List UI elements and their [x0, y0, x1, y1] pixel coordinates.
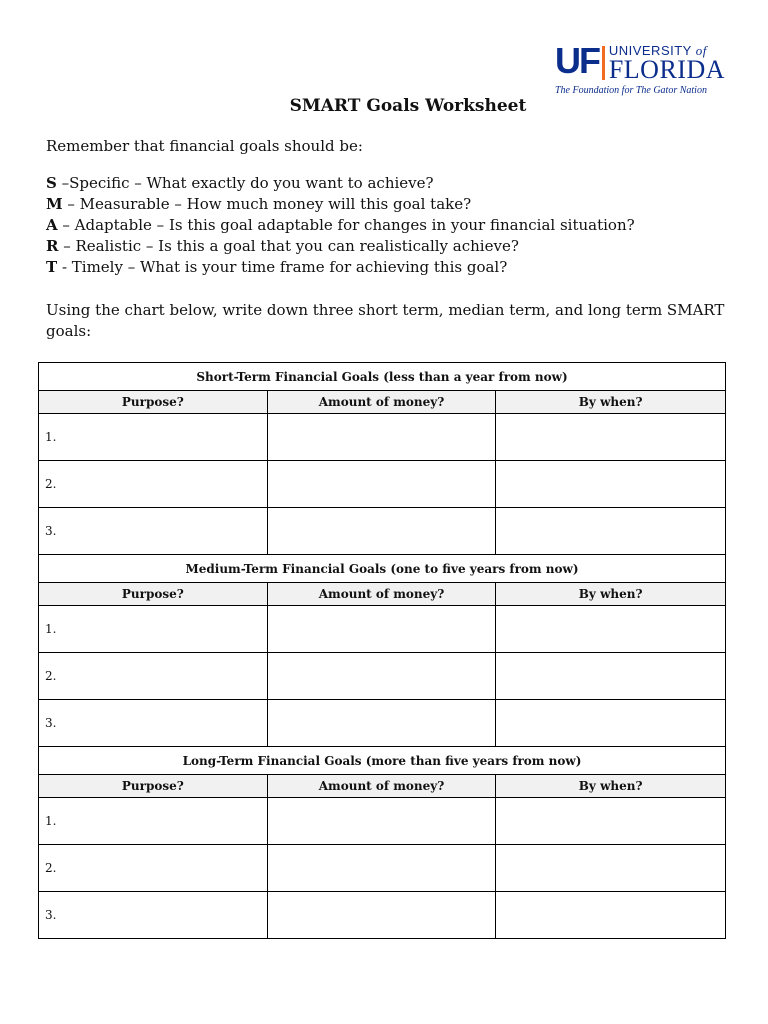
- amount-cell[interactable]: [267, 653, 496, 700]
- amount-cell[interactable]: [267, 414, 496, 461]
- table-row: [39, 508, 726, 555]
- amount-cell[interactable]: [267, 700, 496, 747]
- logo-university: UNIVERSITY of: [608, 43, 707, 58]
- amount-cell[interactable]: [267, 461, 496, 508]
- table-row: [39, 606, 726, 653]
- section-title-long-term: Long-Term Financial Goals (more than five years from now): [39, 747, 726, 775]
- purpose-cell[interactable]: 2.: [39, 653, 268, 700]
- table-row: [39, 798, 726, 845]
- amount-cell[interactable]: [267, 508, 496, 555]
- by-when-cell[interactable]: [496, 508, 726, 555]
- smart-item-t: T - Timely – What is your time frame for achieving this goal?: [46, 258, 508, 276]
- purpose-cell[interactable]: 3.: [39, 892, 268, 939]
- purpose-cell[interactable]: 1.: [39, 414, 268, 461]
- amount-cell[interactable]: [267, 798, 496, 845]
- table-row: [39, 700, 726, 747]
- by-when-cell[interactable]: [496, 461, 726, 508]
- table-row: [39, 845, 726, 892]
- smart-item-s: S –Specific – What exactly do you want to achieve?: [46, 174, 434, 192]
- by-when-cell[interactable]: [496, 653, 726, 700]
- column-header-amount: Amount of money?: [267, 775, 496, 798]
- column-header-amount: Amount of money?: [267, 391, 496, 414]
- column-header-purpose: Purpose?: [39, 775, 268, 798]
- purpose-cell[interactable]: 1.: [39, 606, 268, 653]
- logo-mark: UF: [555, 40, 599, 81]
- logo-tagline: The Foundation for The Gator Nation: [555, 85, 707, 96]
- purpose-cell[interactable]: 3.: [39, 700, 268, 747]
- smart-item-r: R – Realistic – Is this a goal that you can realistically achieve?: [46, 237, 519, 255]
- table-row: [39, 414, 726, 461]
- by-when-cell[interactable]: [496, 606, 726, 653]
- column-header-by-when: By when?: [496, 583, 726, 606]
- goals-table: [38, 362, 726, 939]
- uf-logo: [555, 40, 725, 96]
- smart-criteria-list: [46, 173, 635, 278]
- by-when-cell[interactable]: [496, 414, 726, 461]
- purpose-cell[interactable]: 2.: [39, 461, 268, 508]
- amount-cell[interactable]: [267, 892, 496, 939]
- table-row: [39, 653, 726, 700]
- purpose-cell[interactable]: 1.: [39, 798, 268, 845]
- column-header-amount: Amount of money?: [267, 583, 496, 606]
- purpose-cell[interactable]: 3.: [39, 508, 268, 555]
- smart-item-m: M – Measurable – How much money will this goal take?: [46, 195, 472, 213]
- intro-text: Remember that financial goals should be:: [46, 137, 363, 155]
- smart-item-a: A – Adaptable – Is this goal adaptable for changes in your financial situation?: [46, 216, 635, 234]
- by-when-cell[interactable]: [496, 892, 726, 939]
- column-header-by-when: By when?: [496, 775, 726, 798]
- amount-cell[interactable]: [267, 606, 496, 653]
- table-row: [39, 892, 726, 939]
- by-when-cell[interactable]: [496, 798, 726, 845]
- column-header-purpose: Purpose?: [39, 391, 268, 414]
- section-title-medium-term: Medium-Term Financial Goals (one to five years from now): [39, 555, 726, 583]
- amount-cell[interactable]: [267, 845, 496, 892]
- purpose-cell[interactable]: 2.: [39, 845, 268, 892]
- column-header-purpose: Purpose?: [39, 583, 268, 606]
- table-row: [39, 461, 726, 508]
- section-title-short-term: Short-Term Financial Goals (less than a year from now): [39, 363, 726, 391]
- column-header-by-when: By when?: [496, 391, 726, 414]
- page-title: SMART Goals Worksheet: [289, 96, 527, 116]
- logo-state: FLORIDA: [608, 55, 725, 84]
- instructions-text: Using the chart below, write down three short term, median term, and long term SMART goals:: [46, 301, 725, 340]
- by-when-cell[interactable]: [496, 700, 726, 747]
- logo-divider: [602, 46, 605, 80]
- by-when-cell[interactable]: [496, 845, 726, 892]
